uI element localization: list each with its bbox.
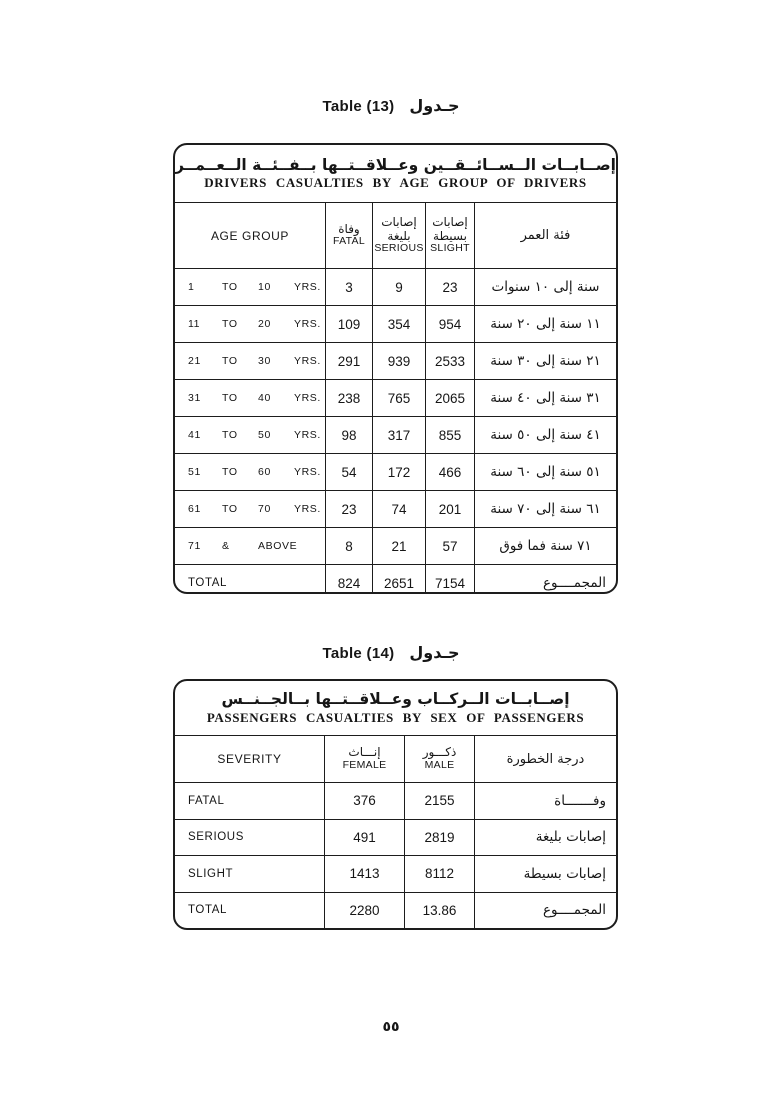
table14-title-arabic: إصــابــات الــركــاب وعــلاقــتــها بــالجــنــس xyxy=(221,690,570,709)
total-label: TOTAL xyxy=(188,577,227,589)
column-header-age-group: AGE GROUP xyxy=(210,228,290,243)
severity-label-arabic: إصابات بليغة xyxy=(474,820,616,856)
severity-label: SERIOUS xyxy=(188,831,244,844)
slight-value: 2065 xyxy=(425,380,474,416)
table-row xyxy=(175,342,616,379)
fatal-value: 54 xyxy=(325,454,372,490)
age-range-cell: 71 & ABOVE xyxy=(188,540,298,552)
age-range-cell: 1 TO 10 YRS. xyxy=(188,281,321,293)
table-row xyxy=(175,490,616,527)
fatal-value: 109 xyxy=(325,306,372,342)
column-header-severity: SEVERITY xyxy=(217,752,282,766)
fatal-value: 8 xyxy=(325,528,372,564)
fatal-value: 3 xyxy=(325,269,372,305)
severity-label: FATAL xyxy=(188,794,225,807)
table-row xyxy=(175,379,616,416)
age-range-cell: 11 TO 20 YRS. xyxy=(188,318,321,330)
slight-value: 855 xyxy=(425,417,474,453)
fatal-value: 291 xyxy=(325,343,372,379)
column-header-fatal: وفاة FATAL xyxy=(325,203,372,268)
age-range-arabic: ٤١ سنة إلى ٥٠ سنة xyxy=(474,417,616,453)
page-number: ٥٥ xyxy=(382,1019,400,1035)
column-header-female: إنـــاث FEMALE xyxy=(324,736,404,782)
serious-value: 74 xyxy=(372,491,425,527)
age-range-arabic: ٣١ سنة إلى ٤٠ سنة xyxy=(474,380,616,416)
age-range-arabic: ٥١ سنة إلى ٦٠ سنة xyxy=(474,454,616,490)
slight-value: 57 xyxy=(425,528,474,564)
table-row xyxy=(175,819,616,856)
slight-value: 2533 xyxy=(425,343,474,379)
table13-caption-english: Table (13) xyxy=(322,98,395,115)
severity-label: SLIGHT xyxy=(188,867,234,880)
female-value: 1413 xyxy=(324,856,404,892)
table-row xyxy=(175,453,616,490)
serious-value: 21 xyxy=(372,528,425,564)
drivers-casualties-table xyxy=(173,143,618,594)
age-range-cell: 51 TO 60 YRS. xyxy=(188,466,321,478)
table14-title-english: PASSENGERS CASUALTIES BY SEX OF PASSENGERS xyxy=(206,709,585,725)
age-range-arabic: سنة إلى ١٠ سنوات xyxy=(474,269,616,305)
serious-value: 317 xyxy=(372,417,425,453)
serious-value: 9 xyxy=(372,269,425,305)
female-value: 376 xyxy=(324,783,404,819)
column-header-slight: إصابات بسيطة SLIGHT xyxy=(425,203,474,268)
column-header-age-arabic: فئة العمر xyxy=(474,203,616,268)
age-range-cell: 21 TO 30 YRS. xyxy=(188,355,321,367)
age-range-cell: 31 TO 40 YRS. xyxy=(188,392,321,404)
table-row xyxy=(175,268,616,305)
female-value: 491 xyxy=(324,820,404,856)
male-value: 2819 xyxy=(404,820,474,856)
total-label-arabic: المجمــــوع xyxy=(474,893,616,929)
table-row xyxy=(175,855,616,892)
slight-value: 954 xyxy=(425,306,474,342)
table-row xyxy=(175,782,616,819)
age-range-arabic: ٢١ سنة إلى ٣٠ سنة xyxy=(474,343,616,379)
age-range-arabic: ١١ سنة إلى ٢٠ سنة xyxy=(474,306,616,342)
table13-caption xyxy=(0,96,782,115)
table-row xyxy=(175,527,616,564)
passengers-casualties-table xyxy=(173,679,618,930)
age-range-arabic: ٦١ سنة إلى ٧٠ سنة xyxy=(474,491,616,527)
fatal-value: 23 xyxy=(325,491,372,527)
table14-header-row xyxy=(175,736,616,782)
age-range-cell: 61 TO 70 YRS. xyxy=(188,503,321,515)
fatal-value: 238 xyxy=(325,380,372,416)
total-fatal-value: 824 xyxy=(325,565,372,594)
serious-value: 939 xyxy=(372,343,425,379)
serious-value: 172 xyxy=(372,454,425,490)
column-header-severity-arabic: درجة الخطورة xyxy=(474,736,616,782)
table14-caption-english: Table (14) xyxy=(322,645,395,662)
table13-header-row xyxy=(175,203,616,268)
total-male-value: 13.86 xyxy=(404,893,474,929)
severity-label-arabic: وفـــــــاة xyxy=(474,783,616,819)
table13-title-arabic: إصــابــات الــســائــقــين وعــلاقــتــها بــفــئــة الــعــمــر xyxy=(175,155,616,174)
serious-value: 354 xyxy=(372,306,425,342)
age-range-arabic: ٧١ سنة فما فوق xyxy=(474,528,616,564)
total-female-value: 2280 xyxy=(324,893,404,929)
slight-value: 201 xyxy=(425,491,474,527)
table14-caption xyxy=(0,643,782,662)
total-label-arabic: المجمــــوع xyxy=(474,565,616,594)
table14-caption-arabic: جـدول xyxy=(409,643,460,662)
table-row xyxy=(175,305,616,342)
column-header-serious: إصابات بليغة SERIOUS xyxy=(372,203,425,268)
male-value: 8112 xyxy=(404,856,474,892)
table13-title-english: DRIVERS CASUALTIES BY AGE GROUP OF DRIVERS xyxy=(204,175,587,191)
table14-total-row xyxy=(175,892,616,929)
fatal-value: 98 xyxy=(325,417,372,453)
severity-label-arabic: إصابات بسيطة xyxy=(474,856,616,892)
male-value: 2155 xyxy=(404,783,474,819)
table-row xyxy=(175,416,616,453)
table13-caption-arabic: جـدول xyxy=(409,96,460,115)
column-header-male: ذكـــور MALE xyxy=(404,736,474,782)
table14-title-band xyxy=(175,681,616,736)
age-range-cell: 41 TO 50 YRS. xyxy=(188,429,321,441)
total-label: TOTAL xyxy=(188,904,227,917)
total-serious-value: 2651 xyxy=(372,565,425,594)
total-slight-value: 7154 xyxy=(425,565,474,594)
slight-value: 23 xyxy=(425,269,474,305)
table13-title-band xyxy=(175,145,616,203)
table13-total-row xyxy=(175,564,616,594)
slight-value: 466 xyxy=(425,454,474,490)
serious-value: 765 xyxy=(372,380,425,416)
